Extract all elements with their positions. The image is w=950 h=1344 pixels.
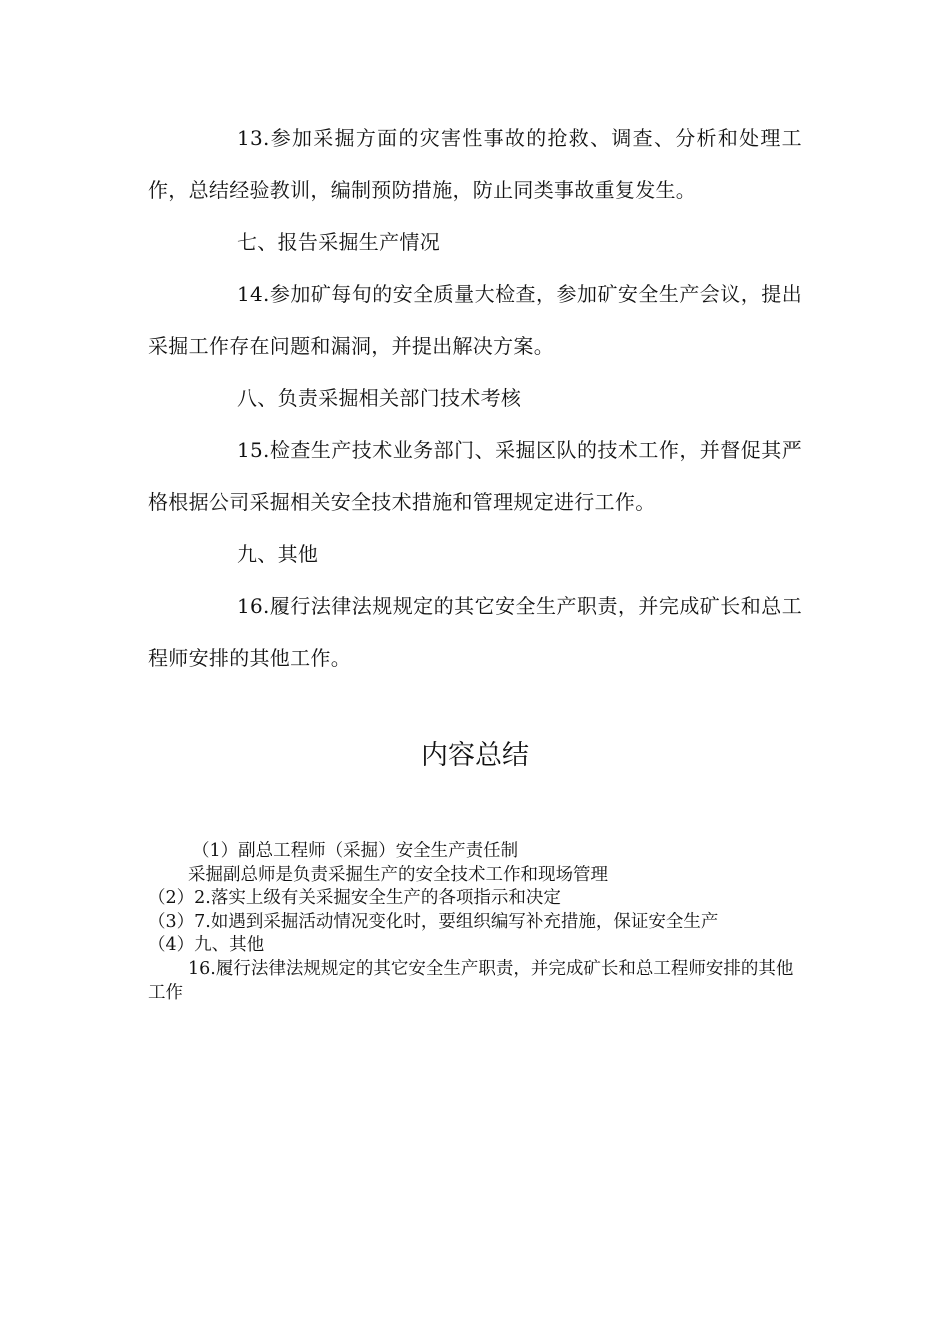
body-text	[148, 112, 802, 684]
section-heading-8: 八、负责采掘相关部门技术考核	[237, 386, 522, 410]
summary-title: 内容总结	[421, 740, 529, 771]
summary-line-3: （2）2.落实上级有关采掘安全生产的各项指示和决定	[148, 888, 561, 909]
summary-line-5: （4）九、其他	[148, 935, 265, 956]
summary-block	[148, 840, 802, 1005]
summary-line-2: 采掘副总师是负责采掘生产的安全技术工作和现场管理	[188, 864, 608, 885]
summary-line-4: （3）7.如遇到采掘活动情况变化时，要组织编写补充措施，保证安全生产	[148, 911, 719, 932]
section-heading-9: 九、其他	[237, 542, 319, 566]
summary-line-1: （1）副总工程师（采掘）安全生产责任制	[192, 841, 519, 861]
section-heading-7: 七、报告采掘生产情况	[237, 230, 440, 254]
summary-line-6: 16.履行法律法规规定的其它安全生产职责，并完成矿长和总工程师安排的其他工作	[148, 958, 794, 1003]
paragraph-13: 13.参加采掘方面的灾害性事故的抢救、调查、分析和处理工作，总结经验教训，编制预防措施，防止同类事故重复发生。	[148, 126, 802, 202]
paragraph-16: 16.履行法律法规规定的其它安全生产职责，并完成矿长和总工程师安排的其他工作。	[148, 594, 802, 670]
paragraph-15: 15.检查生产技术业务部门、采掘区队的技术工作，并督促其严格根据公司采掘相关安全技术措施和管理规定进行工作。	[148, 438, 802, 514]
paragraph-14: 14.参加矿每旬的安全质量大检查，参加矿安全生产会议，提出采掘工作存在问题和漏洞，并提出解决方案。	[148, 282, 802, 358]
